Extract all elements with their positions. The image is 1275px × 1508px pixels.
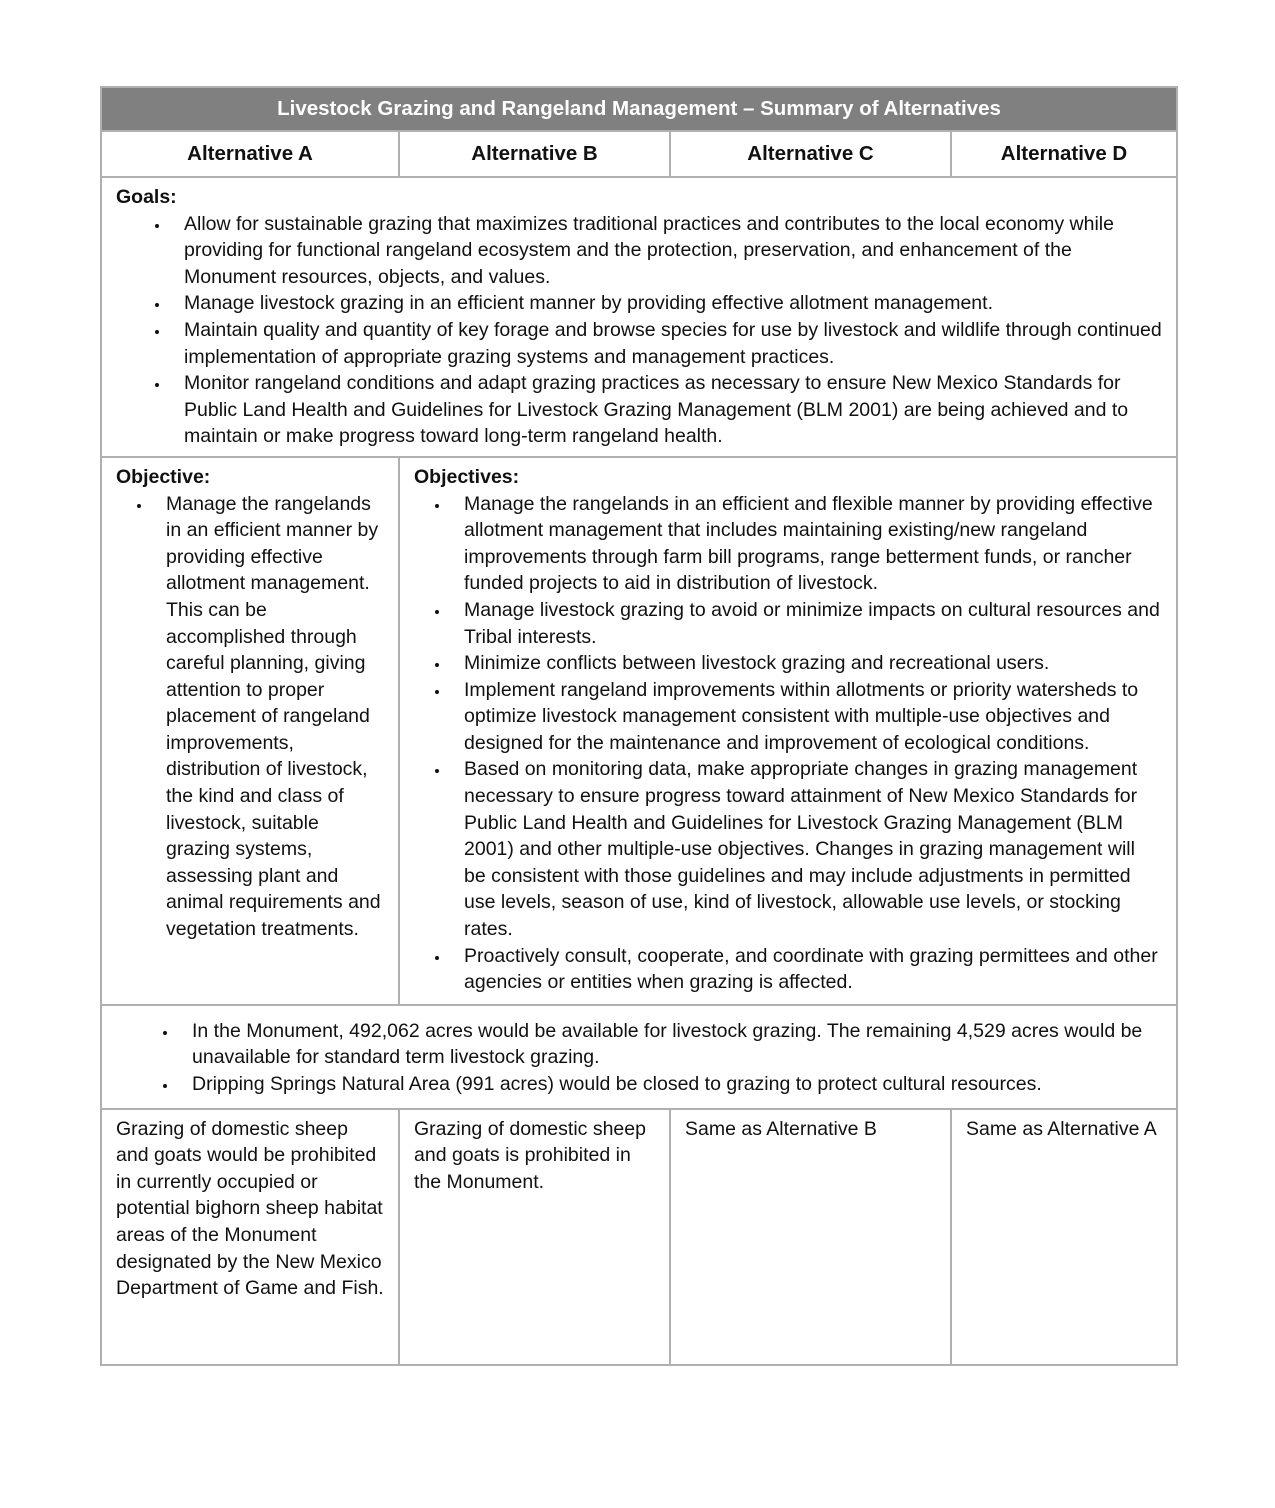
common-actions-list: [116, 1018, 1162, 1098]
objective-item: • Manage the rangelands in an efficient and flexible manner by providing effective allotment management that includes maintaining existing/new rangeland improvements through farm bill programs, range betterment funds, or rancher funded projects to aid in distribution of livestock.: [450, 491, 1162, 597]
title-row: [101, 87, 1177, 131]
sheep-alt-a-cell: Grazing of domestic sheep and goats would be prohibited in currently occupied or potential bighorn sheep habitat areas of the Monument designated by the New Mexico Department of Game and Fish.: [101, 1109, 399, 1365]
sheep-goat-row: [101, 1109, 1177, 1365]
objective-item: • Minimize conflicts between livestock grazing and recreational users.: [450, 650, 1162, 677]
objective-item: • Based on monitoring data, make appropriate changes in grazing management necessary to ensure progress toward attainment of New Mexico Standards for Public Land Health and Guidelines for Livestock Grazing Management (BLM 2001) and other multiple-use objectives. Changes in grazing management will be consistent with those guidelines and may include adjustments in permitted use levels, season of use, kind of livestock, allowable use levels, or stocking rates.: [450, 756, 1162, 942]
col-header-alternative-d: Alternative D: [951, 131, 1177, 177]
objective-label: Objective:: [116, 465, 211, 488]
objective-item: • Manage the rangelands in an efficient manner by providing effective allotment management. This can be accomplished through careful planning, giving attention to proper placement of rangeland improvements, distribution of livestock, the kind and class of livestock, suitable grazing systems, assessing plant and animal requirements and vegetation treatments.: [152, 491, 384, 943]
sheep-alt-b-cell: Grazing of domestic sheep and goats is prohibited in the Monument.: [399, 1109, 670, 1365]
objectives-bcd-list: [414, 491, 1162, 996]
sheep-alt-c-cell: Same as Alternative B: [670, 1109, 951, 1365]
objectives-row: [101, 457, 1177, 1005]
sheep-alt-d-cell: Same as Alternative A: [951, 1109, 1177, 1365]
common-actions-row: [101, 1005, 1177, 1109]
col-header-alternative-a: Alternative A: [101, 131, 399, 177]
goal-item: • Manage livestock grazing in an efficient manner by providing effective allotment management.: [170, 290, 1162, 317]
objective-item: • Manage livestock grazing to avoid or minimize impacts on cultural resources and Tribal interests.: [450, 597, 1162, 650]
goal-item: • Maintain quality and quantity of key forage and browse species for use by livestock and wildlife through continued implementation of appropriate grazing systems and management practices.: [170, 317, 1162, 370]
objectives-alt-bcd-cell: [399, 457, 1177, 1005]
objective-alt-a-cell: [101, 457, 399, 1005]
goals-row: [101, 177, 1177, 457]
goals-label: Goals:: [116, 186, 177, 208]
objective-item: • Implement rangeland improvements within allotments or priority watersheds to optimize livestock management consistent with multiple-use objectives and designed for the maintenance and improvement of ecological conditions.: [450, 677, 1162, 757]
alternatives-summary-table: [100, 86, 1178, 1366]
goal-item: • Monitor rangeland conditions and adapt grazing practices as necessary to ensure New Mexico Standards for Public Land Health and Guidelines for Livestock Grazing Management (BLM 2001) are being achieved and to maintain or make progress toward long-term rangeland health.: [170, 370, 1162, 450]
goals-list: [116, 211, 1162, 450]
col-header-alternative-b: Alternative B: [399, 131, 670, 177]
column-header-row: [101, 131, 1177, 177]
common-action-item: • In the Monument, 492,062 acres would be available for livestock grazing. The remaining 4,529 acres would be unavailable for standard term livestock grazing.: [178, 1018, 1162, 1071]
objective-a-list: [116, 491, 384, 943]
objective-item: • Proactively consult, cooperate, and coordinate with grazing permittees and other agencies or entities when grazing is affected.: [450, 943, 1162, 996]
objectives-label: Objectives:: [414, 465, 520, 488]
table-title: Livestock Grazing and Rangeland Management – Summary of Alternatives: [101, 87, 1177, 131]
common-action-item: • Dripping Springs Natural Area (991 acres) would be closed to grazing to protect cultural resources.: [178, 1071, 1162, 1098]
goal-item: • Allow for sustainable grazing that maximizes traditional practices and contributes to the local economy while providing for functional rangeland ecosystem and the protection, preservation, and enhancement of the Monument resources, objects, and values.: [170, 211, 1162, 291]
col-header-alternative-c: Alternative C: [670, 131, 951, 177]
